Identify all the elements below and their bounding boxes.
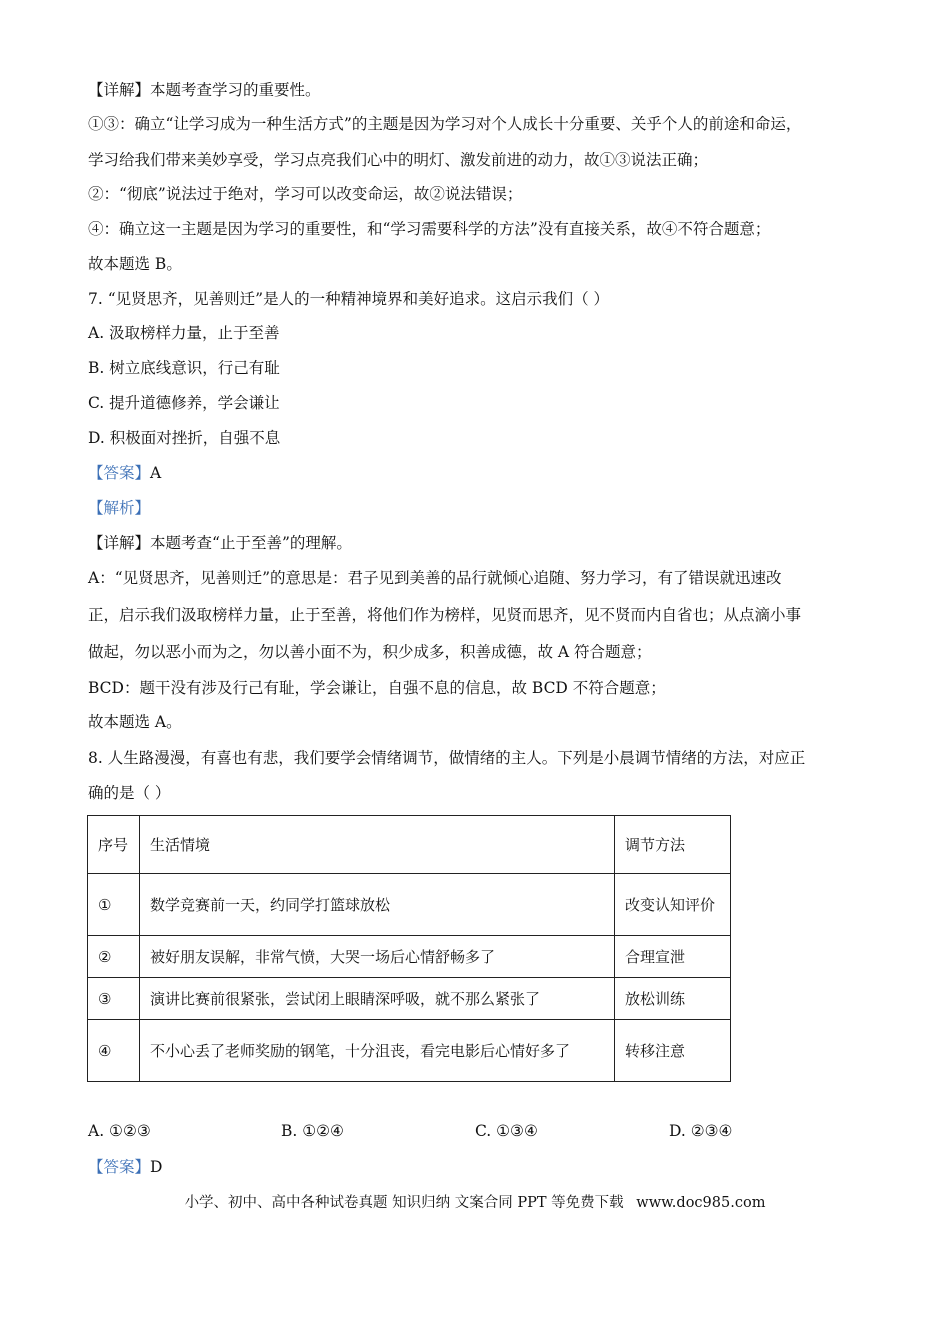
explanation-line: BCD：题干没有涉及行己有耻，学会谦让，自强不息的信息，故 BCD 不符合题意； bbox=[88, 679, 666, 697]
q7-option-c: C. 提升道德修养，学会谦让 bbox=[88, 394, 280, 412]
detail-text: 本题考查学习的重要性。 bbox=[150, 81, 321, 99]
table-cell: ① bbox=[88, 874, 140, 936]
detail-line bbox=[88, 80, 870, 100]
table-row bbox=[88, 874, 731, 936]
table-row bbox=[88, 1020, 731, 1082]
q8-option-c: C. ①③④ bbox=[475, 1122, 538, 1140]
question-8-stem: 8. 人生路漫漫，有喜也有悲，我们要学会情绪调节，做情绪的主人。下列是小晨调节情绪的方法，对应正 bbox=[88, 749, 806, 767]
q7-analysis-line bbox=[88, 498, 870, 518]
table-cell: 改变认知评价 bbox=[615, 874, 731, 936]
detail-text: 本题考查“止于至善”的理解。 bbox=[150, 534, 352, 552]
q8-option-b: B. ①②④ bbox=[281, 1122, 344, 1140]
detail-tag: 【详解】 bbox=[88, 534, 151, 552]
answer-tag: 【答案】 bbox=[88, 1158, 151, 1176]
table-row bbox=[88, 978, 731, 1020]
table-cell: 被好朋友误解，非常气愤，大哭一场后心情舒畅多了 bbox=[140, 936, 615, 978]
conclusion-line: 故本题选 A。 bbox=[88, 713, 182, 731]
analysis-tag: 【解析】 bbox=[88, 499, 151, 517]
page-footer bbox=[0, 1191, 950, 1212]
explanation-line: ②：“彻底”说法过于绝对，学习可以改变命运，故②说法错误； bbox=[88, 185, 523, 203]
q7-option-d: D. 积极面对挫折，自强不息 bbox=[88, 429, 281, 447]
explanation-line: 学习给我们带来美妙享受，学习点亮我们心中的明灯、激发前进的动力，故①③说法正确； bbox=[88, 151, 709, 169]
table-cell: 合理宣泄 bbox=[615, 936, 731, 978]
explanation-line: 正，启示我们汲取榜样力量，止于至善，将他们作为榜样，见贤而思齐，见不贤而内自省也；从点滴小事 bbox=[88, 606, 802, 624]
q8-option-d: D. ②③④ bbox=[669, 1122, 733, 1140]
explanation-line: ④：确立这一主题是因为学习的重要性，和“学习需要科学的方法”没有直接关系，故④不符合题意； bbox=[88, 220, 771, 238]
table-header-row bbox=[88, 816, 731, 874]
table-header-cell: 序号 bbox=[88, 816, 140, 874]
question-8-stem-cont: 确的是（ ） bbox=[88, 784, 171, 802]
table-cell: 放松训练 bbox=[615, 978, 731, 1020]
q7-option-a: A. 汲取榜样力量，止于至善 bbox=[88, 324, 280, 342]
q7-option-b: B. 树立底线意识，行己有耻 bbox=[88, 359, 280, 377]
answer-value: D bbox=[150, 1158, 163, 1176]
explanation-line: 做起，勿以恶小而为之，勿以善小面不为，积少成多，积善成德，故 A 符合题意； bbox=[88, 643, 652, 661]
table-cell: 数学竞赛前一天，约同学打篮球放松 bbox=[140, 874, 615, 936]
explanation-line: A：“见贤思齐，见善则迁”的意思是：君子见到美善的品行就倾心追随、努力学习，有了错误就迅速改 bbox=[88, 569, 782, 587]
footer-text: 小学、初中、高中各种试卷真题 知识归纳 文案合同 PPT 等免费下载 bbox=[184, 1195, 624, 1211]
table-cell: ② bbox=[88, 936, 140, 978]
answer-value: A bbox=[150, 464, 162, 482]
q7-detail-line bbox=[88, 533, 870, 553]
q7-answer-line bbox=[88, 463, 870, 483]
situation-table bbox=[87, 815, 731, 1082]
table-cell: 演讲比赛前很紧张，尝试闭上眼睛深呼吸，就不那么紧张了 bbox=[140, 978, 615, 1020]
table-cell: ④ bbox=[88, 1020, 140, 1082]
table-header-cell: 生活情境 bbox=[140, 816, 615, 874]
table-cell: ③ bbox=[88, 978, 140, 1020]
conclusion-line: 故本题选 B。 bbox=[88, 255, 182, 273]
q8-option-a: A. ①②③ bbox=[88, 1122, 151, 1140]
table-header-cell: 调节方法 bbox=[615, 816, 731, 874]
explanation-line: ①③：确立“让学习成为一种生活方式”的主题是因为学习对个人成长十分重要、关乎个人的前途和命运， bbox=[88, 115, 802, 133]
table-row bbox=[88, 936, 731, 978]
question-7-stem: 7. “见贤思齐，见善则迁”是人的一种精神境界和美好追求。这启示我们（ ） bbox=[88, 290, 609, 308]
detail-tag: 【详解】 bbox=[88, 81, 151, 99]
table-cell: 不小心丢了老师奖励的钢笔，十分沮丧，看完电影后心情好多了 bbox=[140, 1020, 615, 1082]
q8-answer-line bbox=[88, 1157, 870, 1177]
q8-options bbox=[88, 1122, 808, 1142]
table-cell: 转移注意 bbox=[615, 1020, 731, 1082]
answer-tag: 【答案】 bbox=[88, 464, 151, 482]
footer-url: www.doc985.com bbox=[636, 1195, 766, 1211]
